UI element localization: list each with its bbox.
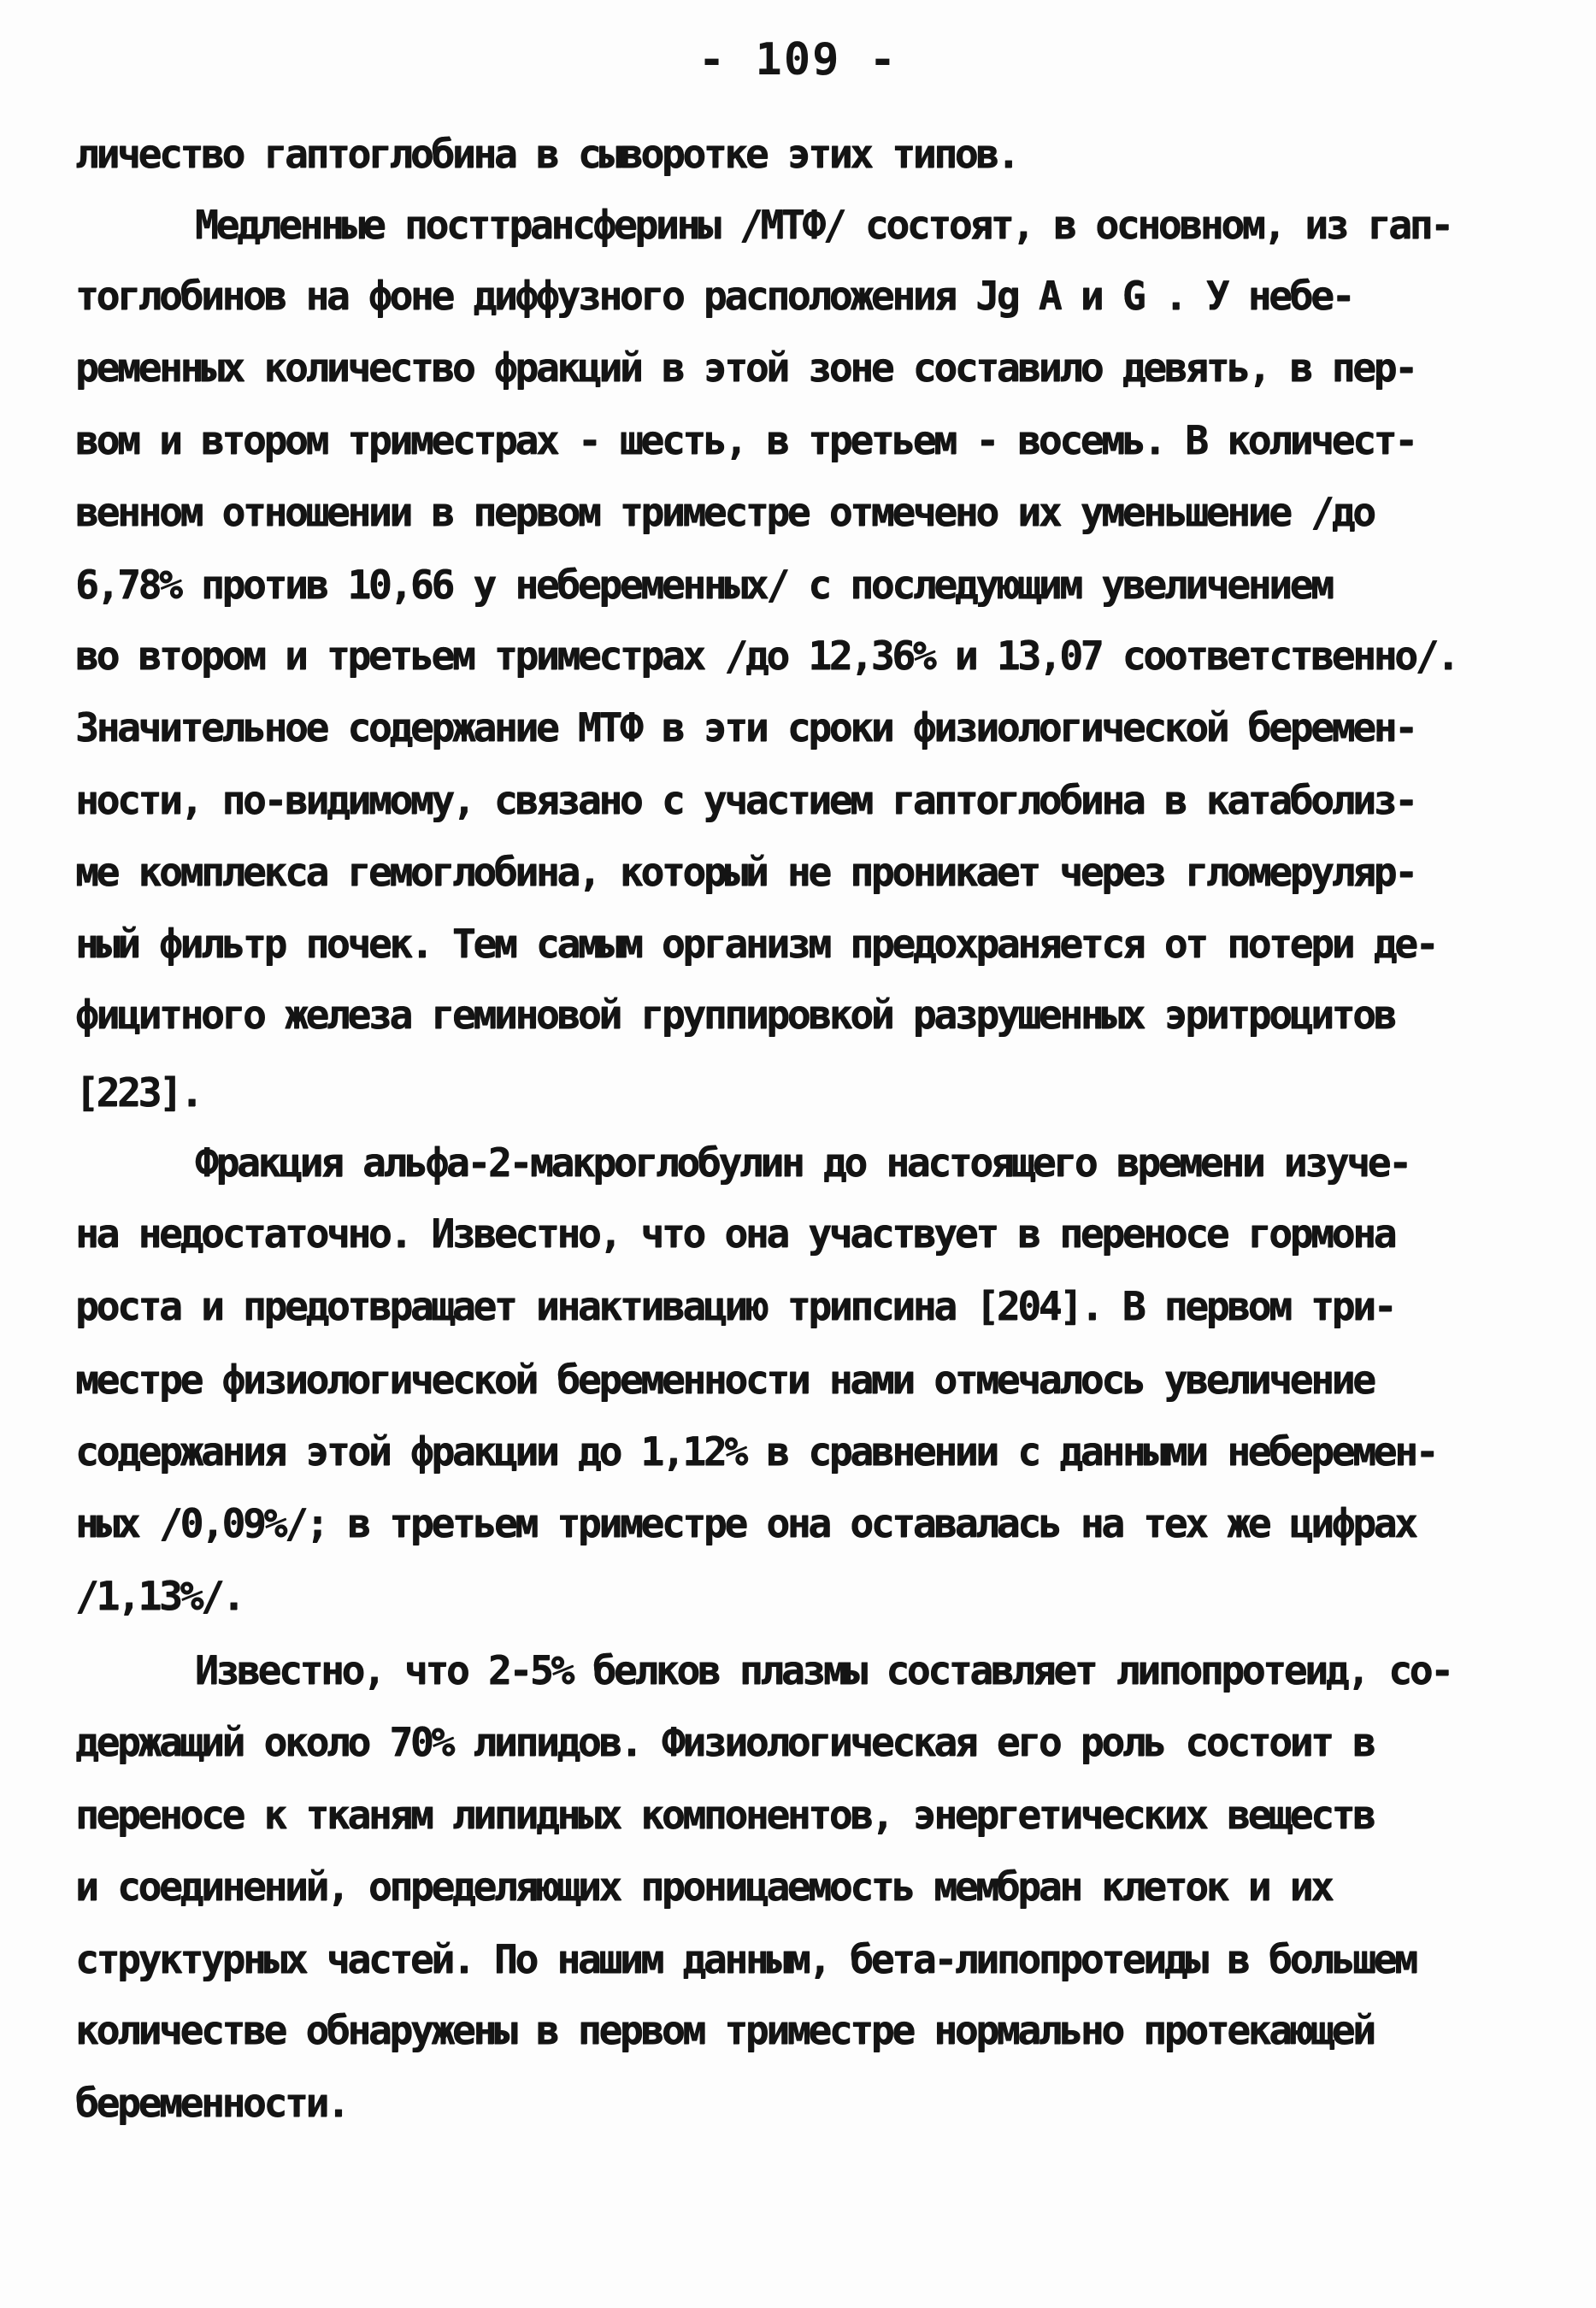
text-line: ных /0,09%/; в третьем триместре она оставалась на тех же цифрах [75,1500,1416,1546]
text-line: вом и втором триместрах - шесть, в третьем - восемь. В количест- [75,417,1416,463]
text-line: личество гаптоглобина в сыворотке этих типов. [75,131,1018,177]
text-line: количестве обнаружены в первом триместре нормально протекающей [75,2007,1374,2053]
citation-line: [223]. [75,1069,201,1116]
text-line: и соединений, определяющих проницаемость мембран клеток и их [75,1863,1332,1910]
text-line: ременных количество фракций в этой зоне составило девять, в пер- [75,344,1416,391]
text-line: ме комплекса гемоглобина, который не проникает через гломеруляр- [75,849,1416,895]
text-line: во втором и третьем триместрах /до 12,36% и 13,07 соответственно/. [75,633,1458,679]
text-line: ности, по-видимому, связано с участием гаптоглобина в катаболиз- [75,777,1416,823]
page-number: - 109 - [698,34,898,85]
text-line: роста и предотвращает инактивацию трипсина [204]. В первом три- [75,1283,1395,1329]
text-line: Фракция альфа-2-макроглобулин до настоящего времени изуче- [195,1139,1410,1186]
text-line: на недостаточно. Известно, что она участвует в переносе гормона [75,1210,1395,1257]
text-line: Медленные посттрансферины /МТФ/ состоят, в основном, из гап- [195,202,1452,248]
text-line: 6,78% против 10,66 у небеременных/ с последующим увеличением [75,562,1332,608]
text-line: Известно, что 2-5% белков плазмы составляет липопротеид, со- [195,1647,1452,1693]
text-line: ный фильтр почек. Тем самым организм предохраняется от потери де- [75,921,1437,967]
text-line: Значительное содержание МТФ в эти сроки физиологической беремен- [75,704,1416,751]
text-line: переносе к тканям липидных компонентов, энергетических веществ [75,1792,1374,1838]
text-line: фицитного железа геминовой группировкой разрушенных эритроцитов [75,992,1395,1038]
text-line: держащий около 70% липидов. Физиологическая его роль состоит в [75,1719,1374,1765]
text-line: структурных частей. По нашим данным, бета-липопротеиды в большем [75,1936,1416,1982]
text-line: тоглобинов на фоне диффузного расположения Jg A и G . У небе- [75,273,1353,319]
text-line: /1,13%/. [75,1573,243,1619]
text-line: венном отношении в первом триместре отмечено их уменьшение /до [75,489,1374,535]
text-line: местре физиологической беременности нами отмечалось увеличение [75,1357,1374,1403]
text-line: содержания этой фракции до 1,12% в сравнении с данными неберемен- [75,1428,1437,1475]
text-line: беременности. [75,2080,348,2126]
